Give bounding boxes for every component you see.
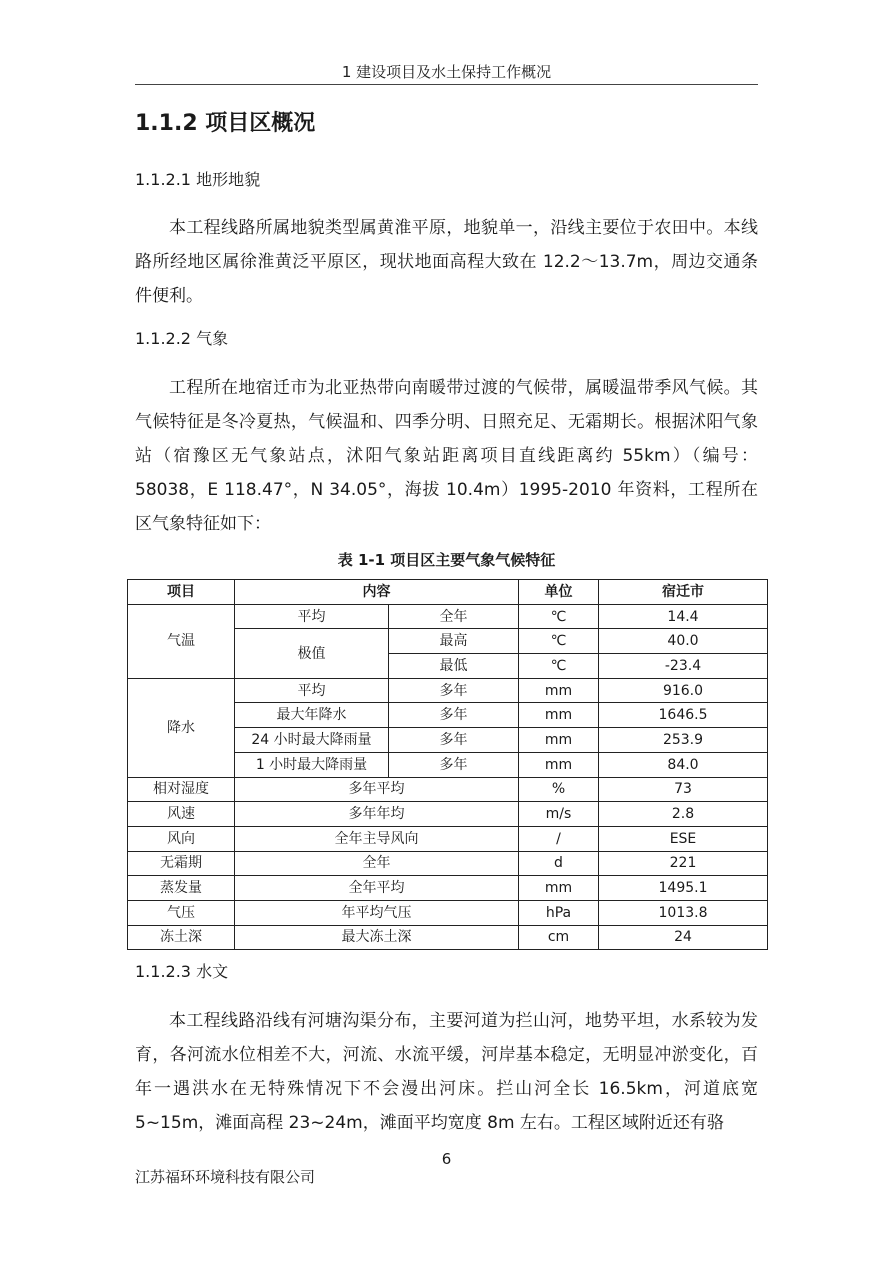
- table-caption: 表 1-1 项目区主要气象气候特征: [337, 551, 556, 569]
- page-number: 6: [441, 1150, 452, 1168]
- row-item: 冻土深: [128, 925, 235, 950]
- row-item: 相对湿度: [128, 777, 235, 802]
- header-divider: [135, 84, 758, 85]
- row-item: 气压: [128, 900, 235, 925]
- hydrology-paragraph: 本工程线路沿线有河塘沟渠分布，主要河道为拦山河，地势平坦，水系较为发育，各河流水位相差不大，河流、水流平缓，河岸基本稳定，无明显冲淤变化，百年一遇洪水在无特殊情况下不会漫出河床。拦山河全长 16.5km，河道底宽 5~15m，滩面高程 23~24m，滩面平均宽度 8m 左右。工程区域附近还有骆: [135, 1011, 758, 1133]
- temperature-label: 气温: [128, 604, 235, 678]
- table-row: [128, 876, 768, 901]
- precipitation-value: 916.0: [599, 678, 768, 703]
- row-unit: hPa: [519, 900, 599, 925]
- row-unit: mm: [519, 876, 599, 901]
- running-header: 1 建设项目及水土保持工作概况: [341, 63, 552, 81]
- header-content: 内容: [235, 580, 519, 605]
- table-row: [128, 925, 768, 950]
- climate-table: [127, 579, 768, 950]
- row-unit: cm: [519, 925, 599, 950]
- precipitation-unit: mm: [519, 728, 599, 753]
- precipitation-label: 降水: [128, 678, 235, 777]
- row-item: 风速: [128, 802, 235, 827]
- precipitation-content: 最大年降水: [235, 703, 389, 728]
- precipitation-period: 多年: [389, 703, 519, 728]
- header-city: 宿迁市: [599, 580, 768, 605]
- temperature-avg-label: 平均: [235, 604, 389, 629]
- row-value: ESE: [599, 826, 768, 851]
- table-row: [128, 802, 768, 827]
- precipitation-unit: mm: [519, 752, 599, 777]
- row-value: 1013.8: [599, 900, 768, 925]
- temperature-avg-value: 14.4: [599, 604, 768, 629]
- table-header-row: [128, 580, 768, 605]
- precipitation-value: 84.0: [599, 752, 768, 777]
- row-unit: m/s: [519, 802, 599, 827]
- row-content: 多年年均: [235, 802, 519, 827]
- row-value: 73: [599, 777, 768, 802]
- table-row: [128, 900, 768, 925]
- footer-company: 江苏福环环境科技有限公司: [135, 1168, 316, 1186]
- row-content: 多年平均: [235, 777, 519, 802]
- row-unit: /: [519, 826, 599, 851]
- table-row: [128, 678, 768, 703]
- temperature-extreme-label: 极值: [235, 629, 389, 678]
- row-value: 2.8: [599, 802, 768, 827]
- row-value: 1495.1: [599, 876, 768, 901]
- row-content: 全年: [235, 851, 519, 876]
- row-content: 年平均气压: [235, 900, 519, 925]
- precipitation-unit: mm: [519, 678, 599, 703]
- precipitation-content: 平均: [235, 678, 389, 703]
- temperature-max-unit: ℃: [519, 629, 599, 654]
- row-content: 全年平均: [235, 876, 519, 901]
- temperature-min-label: 最低: [389, 654, 519, 679]
- temperature-avg-unit: ℃: [519, 604, 599, 629]
- precipitation-period: 多年: [389, 678, 519, 703]
- table-row: [128, 851, 768, 876]
- temperature-min-unit: ℃: [519, 654, 599, 679]
- climate-paragraph: 工程所在地宿迁市为北亚热带向南暖带过渡的气候带，属暖温带季风气候。其气候特征是冬冷夏热，气候温和、四季分明、日照充足、无霜期长。根据沭阳气象站（宿豫区无气象站点，沭阳气象站距离项目直线距离约 55km）（编号：58038，E 118.47°，N 34.05°，海拔 10.4m）1995-2010 年资料，工程所在区气象特征如下：: [135, 378, 758, 534]
- row-unit: %: [519, 777, 599, 802]
- precipitation-unit: mm: [519, 703, 599, 728]
- precipitation-period: 多年: [389, 752, 519, 777]
- row-content: 全年主导风向: [235, 826, 519, 851]
- precipitation-content: 1 小时最大降雨量: [235, 752, 389, 777]
- hydrology-heading: 1.1.2.3 水文: [135, 962, 229, 981]
- terrain-paragraph: 本工程线路所属地貌类型属黄淮平原，地貌单一，沿线主要位于农田中。本线路所经地区属徐淮黄泛平原区，现状地面高程大致在 12.2～13.7m，周边交通条件便利。: [135, 218, 758, 306]
- precipitation-content: 24 小时最大降雨量: [235, 728, 389, 753]
- temperature-min-value: -23.4: [599, 654, 768, 679]
- climate-heading: 1.1.2.2 气象: [135, 329, 229, 348]
- row-item: 蒸发量: [128, 876, 235, 901]
- row-item: 风向: [128, 826, 235, 851]
- header-unit: 单位: [519, 580, 599, 605]
- table-row: [128, 826, 768, 851]
- precipitation-value: 253.9: [599, 728, 768, 753]
- row-content: 最大冻土深: [235, 925, 519, 950]
- row-value: 24: [599, 925, 768, 950]
- terrain-heading: 1.1.2.1 地形地貌: [135, 170, 261, 189]
- table-row: [128, 604, 768, 629]
- precipitation-value: 1646.5: [599, 703, 768, 728]
- table-row: [128, 777, 768, 802]
- temperature-max-label: 最高: [389, 629, 519, 654]
- temperature-max-value: 40.0: [599, 629, 768, 654]
- temperature-avg-period: 全年: [389, 604, 519, 629]
- header-item: 项目: [128, 580, 235, 605]
- row-item: 无霜期: [128, 851, 235, 876]
- precipitation-period: 多年: [389, 728, 519, 753]
- row-value: 221: [599, 851, 768, 876]
- section-title: 1.1.2 项目区概况: [135, 111, 316, 136]
- row-unit: d: [519, 851, 599, 876]
